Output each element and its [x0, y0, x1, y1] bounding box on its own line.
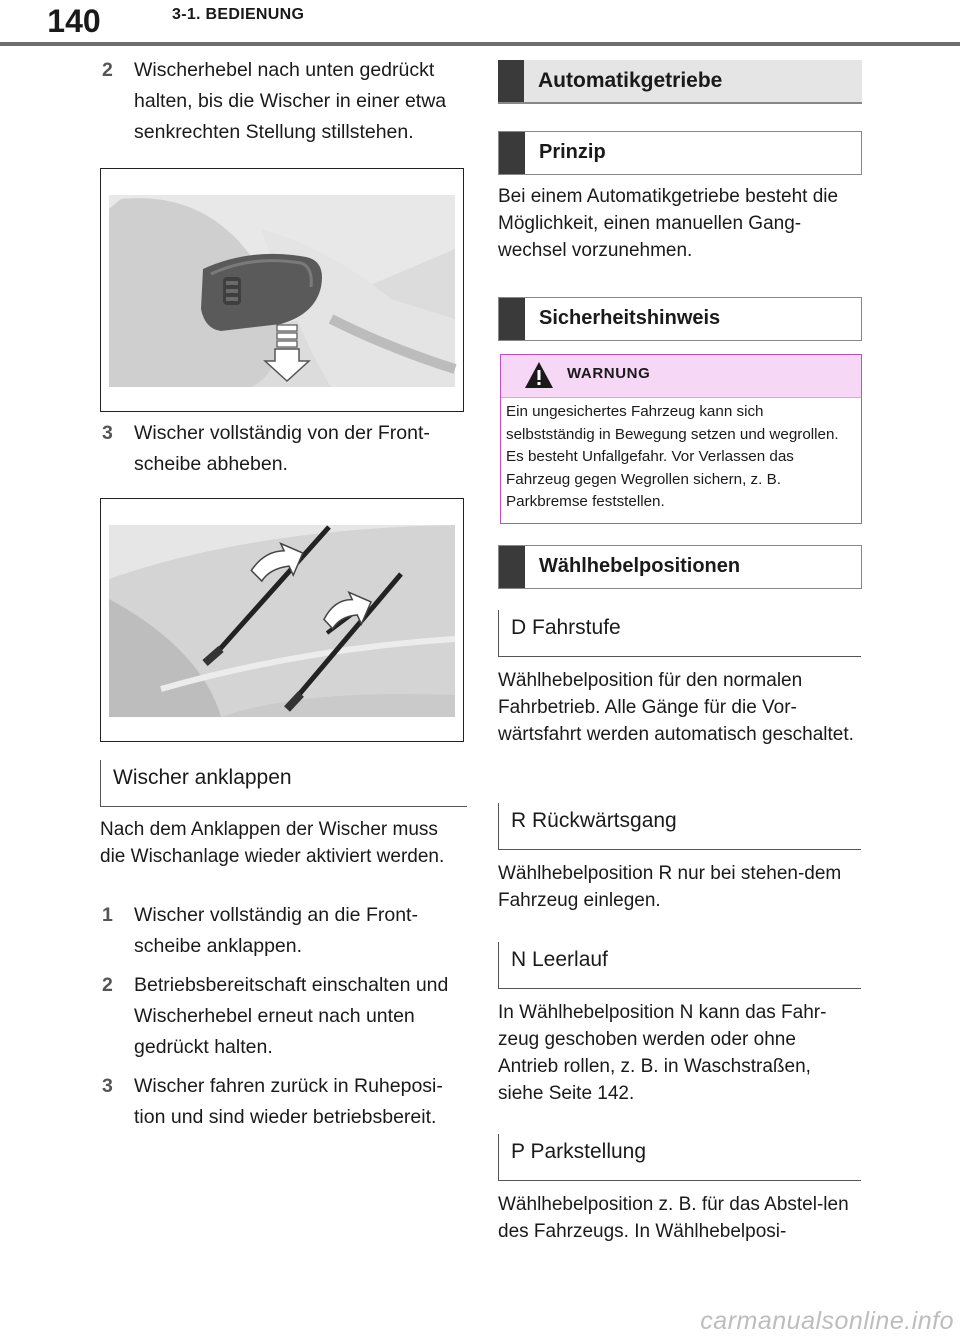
- warning-box: [500, 354, 862, 524]
- subsection-heading: [100, 760, 467, 807]
- main-section-heading: [498, 60, 862, 104]
- position-heading-label: D Fahrstufe: [511, 616, 621, 639]
- step-item: [100, 418, 470, 480]
- step-item: [100, 55, 470, 148]
- position-heading: [498, 803, 861, 850]
- step-text: Wischer vollständig von der Front-scheibe abheben.: [134, 422, 430, 475]
- section-heading: [498, 297, 862, 341]
- step-number: 1: [102, 904, 113, 926]
- subsection-heading-label: Wischer anklappen: [113, 766, 292, 789]
- warning-header: [501, 355, 861, 398]
- heading-marker: [499, 132, 525, 174]
- position-heading-label: N Leerlauf: [511, 948, 608, 971]
- section-heading-label: Prinzip: [539, 141, 606, 163]
- main-section-heading-label: Automatikgetriebe: [538, 69, 723, 92]
- warning-triangle-icon: [523, 360, 555, 390]
- page-number: 140: [47, 3, 101, 39]
- position-text: In Wählhebelposition N kann das Fahr-zeug geschoben werden oder ohne Antrieb rollen, z. B. in Waschstraßen, siehe Seite 142.: [498, 1002, 827, 1104]
- heading-marker: [499, 298, 525, 340]
- position-text: Wählhebelposition für den normalen Fahrbetrieb. Alle Gänge für die Vor-wärtsfahrt werden automatisch geschaltet.: [498, 670, 854, 745]
- chapter-title: 3-1. BEDIENUNG: [172, 6, 305, 23]
- position-heading-label: R Rückwärtsgang: [511, 809, 677, 832]
- heading-marker: [498, 60, 524, 102]
- position-heading: [498, 610, 861, 657]
- section-heading: [498, 131, 862, 175]
- section-heading-label: Sicherheitshinweis: [539, 307, 721, 329]
- step-number: 2: [102, 59, 113, 81]
- wiper-lever-illustration: [101, 169, 463, 411]
- step-text: Wischer vollständig an die Front-scheibe anklappen.: [134, 904, 418, 957]
- step-text: Wischerhebel nach unten gedrückt halten, bis die Wischer in einer etwa senkrechten Stellung stillstehen.: [134, 59, 447, 143]
- fold-intro-text: Nach dem Anklappen der Wischer muss die Wischanlage wieder aktiviert werden.: [100, 819, 445, 867]
- warning-label: WARNUNG: [567, 365, 651, 382]
- step-item: [100, 1071, 470, 1133]
- principle-text: Bei einem Automatikgetriebe besteht die Möglichkeit, einen manuellen Gang-wechsel vorzunehmen.: [498, 186, 839, 261]
- position-heading: [498, 1134, 861, 1181]
- windshield-wiper-illustration: [101, 499, 463, 741]
- position-heading-label: P Parkstellung: [511, 1140, 647, 1163]
- section-heading-label: Wählhebelpositionen: [539, 555, 741, 577]
- position-heading: [498, 942, 861, 989]
- warning-text: Ein ungesichertes Fahrzeug kann sich selbstständig in Bewegung setzen und wegrollen. Es besteht Unfallgefahr. Vor Verlassen das Fahrzeug gegen Wegrollen sichern, z. B. Parkbremse feststellen.: [506, 403, 839, 510]
- step-text: Wischer fahren zurück in Ruheposi-tion und sind wieder betriebsbereit.: [134, 1075, 443, 1128]
- section-heading: [498, 545, 862, 589]
- step-item: [100, 900, 470, 962]
- watermark: carmanualsonline.info: [700, 1307, 954, 1335]
- position-text: Wählhebelposition R nur bei stehen-dem Fahrzeug einlegen.: [498, 863, 842, 911]
- step-item: [100, 970, 470, 1063]
- step-number: 3: [102, 422, 113, 444]
- wiper-lever-figure: [100, 168, 464, 412]
- step-number: 3: [102, 1075, 113, 1097]
- windshield-wiper-figure: [100, 498, 464, 742]
- header-rule: [0, 42, 960, 46]
- position-text: Wählhebelposition z. B. für das Abstel-len des Fahrzeugs. In Wählhebelposi-: [498, 1194, 849, 1242]
- heading-marker: [499, 546, 525, 588]
- step-number: 2: [102, 974, 113, 996]
- step-text: Betriebsbereitschaft einschalten und Wischerhebel erneut nach unten gedrückt halten.: [134, 974, 449, 1058]
